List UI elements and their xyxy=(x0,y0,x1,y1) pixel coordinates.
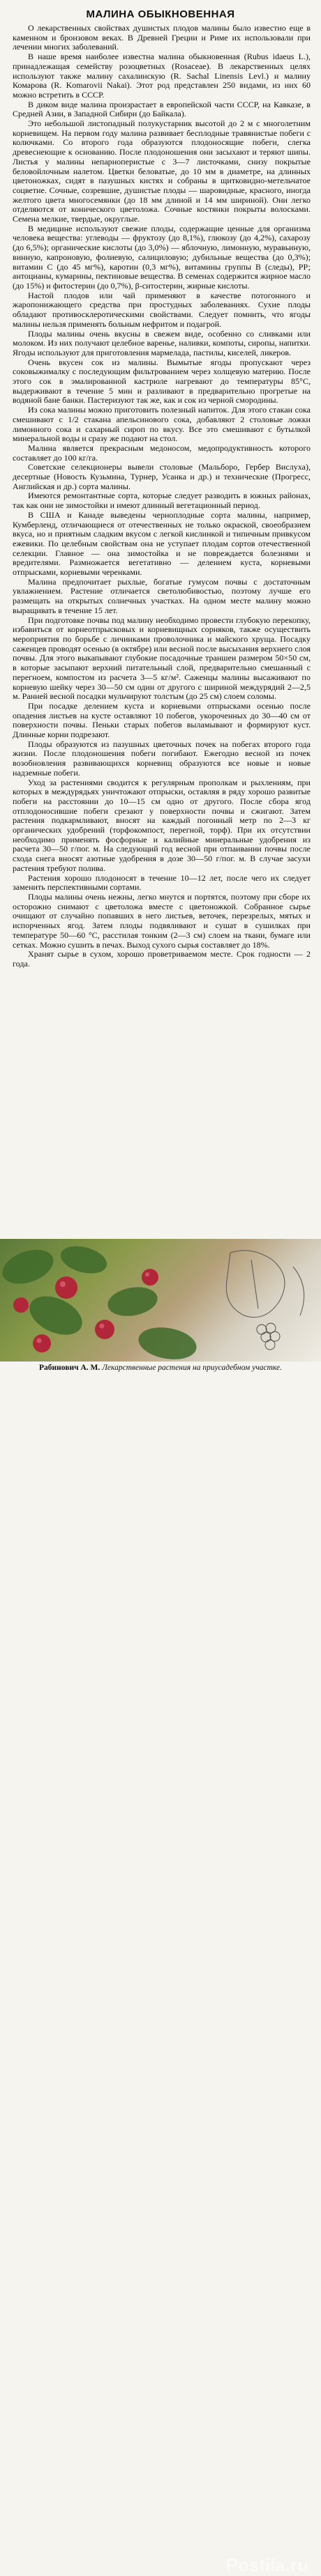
paragraph: Очень вкусен сок из малины. Вымытые ягоды пропускают через соковыжималку с последующим фильтрованием через холщевую материю. После этого сок в эмалированной кастрюле нагревают до температуры 85°С, выдерживают в течение 5 мин и разливают в предварительно прогретые на водяной бане банки. Пастеризуют так же, как и сок из черной смородины. xyxy=(13,357,311,406)
paragraph: При посадке делением куста и корневыми отпрысками осенью после опадения листьев на кусте оставляют 10 побегов, укороченных до 30—40 см от поверхности почвы. Пеньки старых побегов выламывают и формируют куст. Длинные корни подрезают. xyxy=(13,700,311,740)
paragraph: Хранят сырье в сухом, хорошо проветриваемом месте. Срок годности — 2 года. xyxy=(13,949,311,969)
caption-author: Рабинович А. М. xyxy=(39,1364,100,1372)
paragraph: В США и Канаде выведены черноплодные сорта малины, например, Кумберленд, отличающиеся от отечественных не только окраской, своеобразием вкуса, но и приятным сладким вкусом с легкой кислинкой и типичным привкусом ежевики. По целебным свойствам она не уступает плодам сортов отечественной селекции. Главное — она зимостойка и не повреждается болезнями и вредителями. Размножается вегетативно — делением куста, корневыми отпрысками, корневыми черенками. xyxy=(13,509,311,578)
paragraph: В диком виде малина произрастает в европейской части СССР, на Кавказе, в Средней Азии, в Западной Сибири (до Байкала). xyxy=(13,99,311,119)
watermark-text: Postila.ru xyxy=(225,2554,308,2575)
source-caption xyxy=(0,1364,321,1372)
page-title: МАЛИНА ОБЫКНОВЕННАЯ xyxy=(86,8,235,20)
paragraph: Малина является прекрасным медоносом, медопродуктивность которого составляет до 100 кг/га. xyxy=(13,442,311,463)
paragraph: Плоды образуются из пазушных цветочных почек на побегах второго года жизни. После плодоношения побеги погибают. Ежегодно весной из почек возобновления развивающихся корневищ образуются все новые и новые надземные побеги. xyxy=(13,739,311,778)
paragraph: О лекарственных свойствах душистых плодов малины было известно еще в каменном и бронзовом веках. В Древней Греции и Риме их использовали при лечении многих заболеваний. xyxy=(13,23,311,52)
paragraph: В наше время наиболее известна малина обыкновенная (Rubus idaeus L.), принадлежащая семейству розоцветных (Rosaceae). В лекарственных целях используют также малину сахалинскую (R. Sachal Linensis Levl.) и малину Комарова (R. Komarovii Nakai). Этот род представлен 250 видами, из них 60 можно встретить в СССР. xyxy=(13,52,311,100)
article-body xyxy=(13,24,311,969)
paragraph: Плоды малины очень нежны, легко мнутся и портятся, поэтому при сборе их осторожно снимают с цветоложа вместе с цветоножкой. Собранное сырье очищают от случайно попавших в него листьев, веточек, перезрелых, мятых и испорченных ягод. Затем плоды подвяливают и сушат в сушилках при температуре 50—60 °С, расстилая тонким (2—3 см) слоем на ткани, бумаге или сетках. Можно сушить в печах. Выход сухого сырья составляет до 18%. xyxy=(13,891,311,950)
raspberry-illustration xyxy=(0,1239,321,1362)
paragraph: Имеются ремонтантные сорта, которые следует разводить в южных районах, так как они не зимостойки и имеют длинный вегетационный период. xyxy=(13,491,311,511)
paragraph: В медицине используют свежие плоды, содержащие ценные для организма человека вещества: углеводы — фруктозу (до 8,1%), глюкозу (до 4,2%), сахарозу (до 6,5%); органические кислоты (до 3,0%) — яблочную, лимонную, муравьиную, винную, капроновую, фолиевую, салициловую; дубильные вещества (до 0,3%); витамин С (до 45 мг%), каротин (0,3 мг%), витамины группы В (следы), РР; антоцианы, кумарины, пектиновые вещества. В семенах содержится жирное масло (до 15%) и фитостерин (до 0,7%), β-ситостерин, жирные кислоты. xyxy=(13,223,311,291)
paragraph: Малина предпочитает рыхлые, богатые гумусом почвы с достаточным увлажнением. Растение отличается светолюбивостью, поэтому лучше его размещать на открытых солнечных участках. На одном месте малину можно выращивать в течение 15 лет. xyxy=(13,576,311,615)
paragraph: При подготовке почвы под малину необходимо провести глубокую перекопку, избавиться от корнеотпрысковых и корневищных сорняков, также осуществить мероприятия по борьбе с личинками проволочника и майского хруща. Посадку саженцев проводят осенью (в октябре) или весной после высыхания верхнего слоя почвы. Для этого выкапывают глубокие посадочные траншеи размером 50×50 см, в которые засыпают верхний питательный слой, предварительно смешанный с перегноем, компостом из расчета 3—5 кг/м². Саженцы малины высаживают по корневую шейку через 30—50 см один от другого с шириной междурядий 2—2,5 м. Ранней весной посадки мульчируют толстым (до 25 см) слоем соломы. xyxy=(13,615,311,702)
caption-text: Лекарственные растения на приусадебном участке. xyxy=(102,1364,282,1372)
paragraph: Уход за растениями сводится к регулярным прополкам и рыхлениям, при которых в междурядьях уничтожают отпрыски, оставляя в ряду хорошо развитые побеги на расстоянии до 10—15 см одно от другого. После сбора ягод отплодоносившие побеги срезают у поверхности почвы и сжигают. Затем растения подкармливают, вносят на каждый погонный метр по 2—3 кг органических удобрений (торфокомпост, перегной, торф). При их отсутствии необходимо применять фосфорные и калийные минеральные удобрения из расчета 30—50 г/пог. м. На следующий год весной при отпаивании почвы после схода снега вносят азотные удобрения в дозе 30—50 г/пог. м. В случае засухи растения требуют полива. xyxy=(13,777,311,873)
paragraph: Из сока малины можно приготовить полезный напиток. Для этого стакан сока смешивают с 1/2 стакана апельсинового сока, добавляют 2 столовые ложки лимонного сока и сахарный сироп по вкусу. Все это смешивают с бутылкой минеральной воды и сразу же подают на стол. xyxy=(13,405,311,444)
paragraph: Это небольшой листопадный полукустарник высотой до 2 м с многолетним корневищем. На первом году малина развивает бесплодные травянистые побеги с колючками. Со второго года образуются плодоносящие побеги, слегка древеснеющие к основанию. После плодоношения они засыхают и теряют шипы. Листья у малины непарноперистые с 3—7 листочками, снизу покрытые беловойлочным налетом. Цветки беловатые, до 10 мм в диаметре, на длинных цветоножках, сидят в пазушных кистях и собраны в щитковидно-метельчатое соцветие. Сочные, созревшие, душистые плоды — шаровидные, красного, иногда желтого цвета многосемянки (до 18 мм длиной и 14 мм шириной). Они легко отделяются от конического цветоложа. Сочные костянки покрыты волосками. Семена мелкие, твердые, округлые. xyxy=(13,118,311,224)
paragraph: Советские селекционеры вывели столовые (Мальборо, Гербер Вислуха), десертные (Новость Кузьмина, Турнер, Усанка и др.) и технические (Прогресс, Английская и др.) сорта малины. xyxy=(13,462,311,491)
paragraph: Плоды малины очень вкусны в свежем виде, особенно со сливками или молоком. Из них получают целебное варенье, наливки, компоты, сиропы, напитки. Ягоды используют для приготовления мармелада, пастилы, киселей, ликеров. xyxy=(13,328,311,357)
paragraph: Растения хорошо плодоносят в течение 10—12 лет, после чего их следует заменить перспективными сортами. xyxy=(13,872,311,893)
paragraph: Настой плодов или чай применяют в качестве потогонного и жаропонижающего средства при простудных заболеваниях. Сухие плоды обладают противосклеротическими свойствами. Следует помнить, что ягоды малины нельзя применять больным нефритом и подагрой. xyxy=(13,290,311,329)
